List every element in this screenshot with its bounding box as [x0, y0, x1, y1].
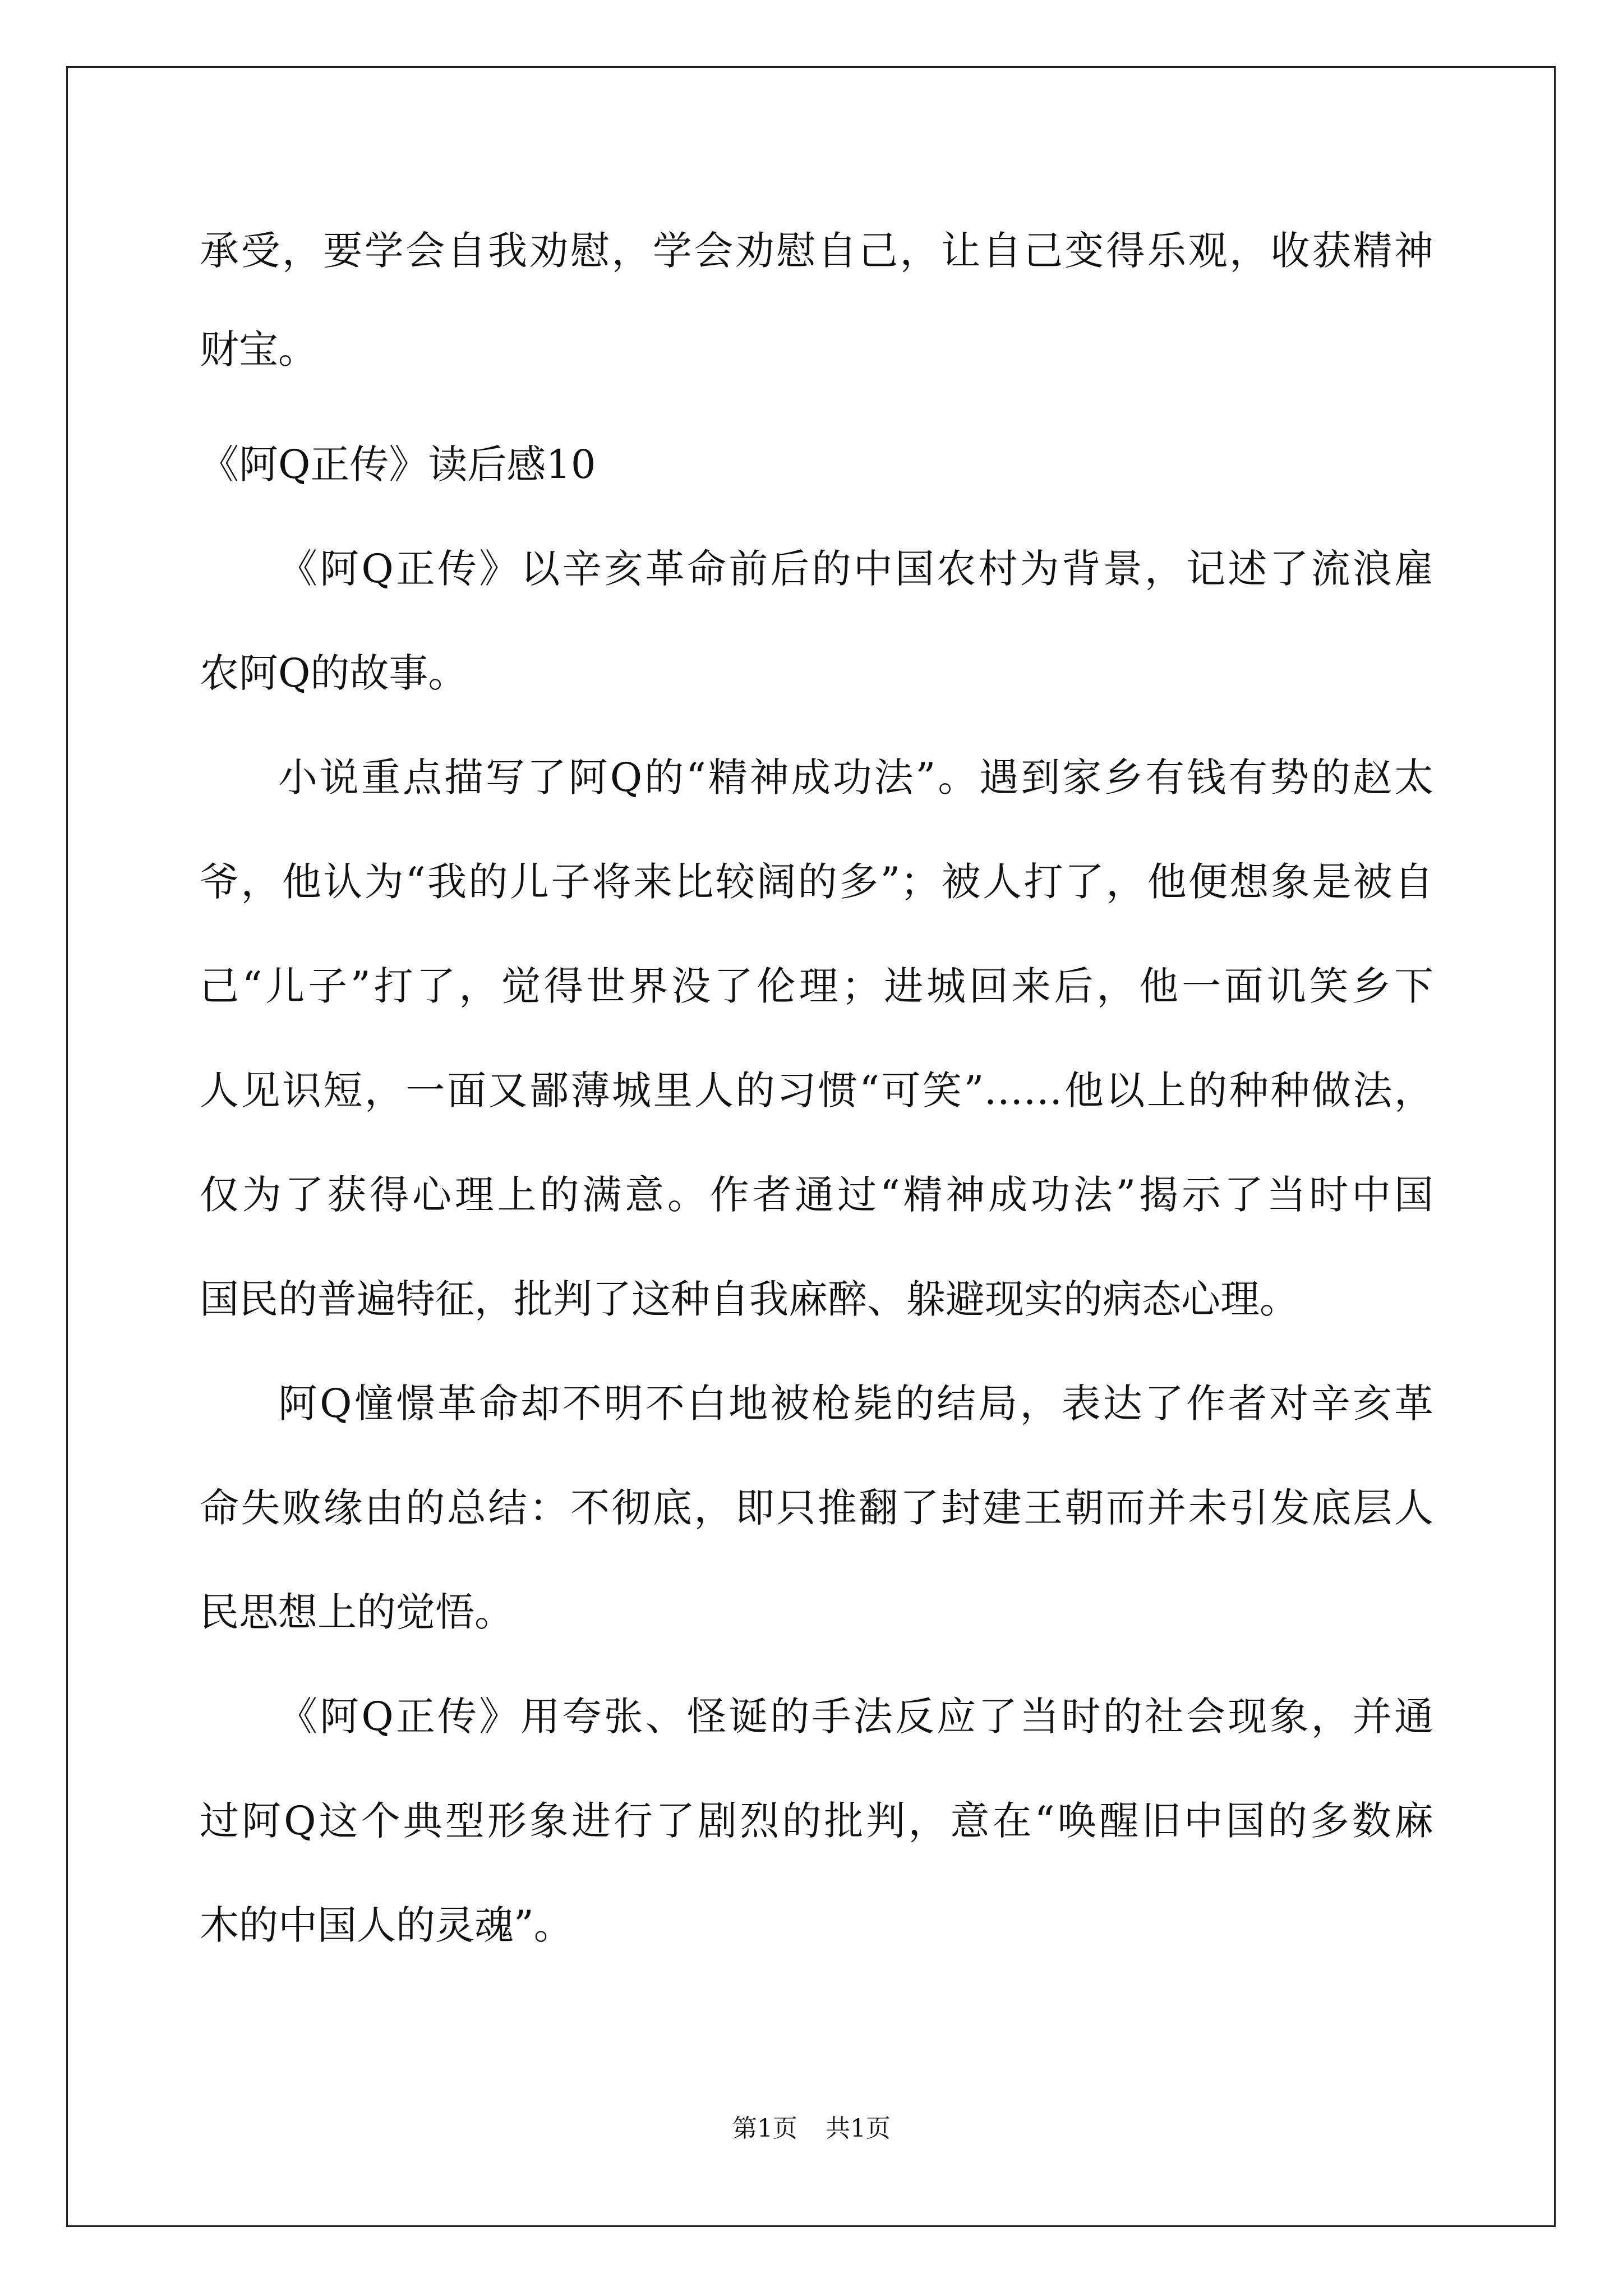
text-line: 仅为了获得心理上的满意。作者通过“精神成功法”揭示了当时中国	[200, 1172, 1433, 1218]
text-line: 爷，他认为“我的儿子将来比较阔的多”；被人打了，他便想象是被自	[200, 859, 1433, 905]
paragraph-first-line: 《阿Q正传》用夸张、怪诞的手法反应了当时的社会现象，并通	[278, 1694, 1433, 1740]
text-line: 己“儿子”打了，觉得世界没了伦理；进城回来后，他一面讥笑乡下	[200, 963, 1433, 1009]
text-line: 民思想上的觉悟。	[200, 1589, 514, 1635]
text-line: 人见识短，一面又鄙薄城里人的习惯“可笑”……他以上的种种做法，	[200, 1068, 1433, 1114]
page-number: 第1页	[732, 2114, 797, 2143]
text-line: 过阿Q这个典型形象进行了剧烈的批判，意在“唤醒旧中国的多数麻	[200, 1798, 1433, 1844]
paragraph-first-line: 阿Q憧憬革命却不明不白地被枪毙的结局，表达了作者对辛亥革	[278, 1381, 1433, 1427]
text-line: 命失败缘由的总结：不彻底，即只推翻了封建王朝而并未引发底层人	[200, 1485, 1433, 1531]
paragraph-first-line: 《阿Q正传》以辛亥革命前后的中国农村为背景，记述了流浪雇	[278, 546, 1433, 592]
text-line: 木的中国人的灵魂”。	[200, 1902, 573, 1948]
text-line: 农阿Q的故事。	[200, 650, 468, 696]
paragraph-first-line: 小说重点描写了阿Q的“精神成功法”。遇到家乡有钱有势的赵太	[278, 754, 1433, 800]
text-line: 国民的普遍特征，批判了这种自我麻醉、躲避现实的病态心理。	[200, 1276, 1299, 1322]
text-line: 承受，要学会自我劝慰，学会劝慰自己，让自己变得乐观，收获精神	[200, 228, 1433, 274]
section-heading: 《阿Q正传》读后感10	[200, 441, 596, 487]
page-total: 共1页	[826, 2114, 891, 2143]
text-line: 财宝。	[200, 326, 317, 372]
page-footer	[0, 2112, 1623, 2146]
